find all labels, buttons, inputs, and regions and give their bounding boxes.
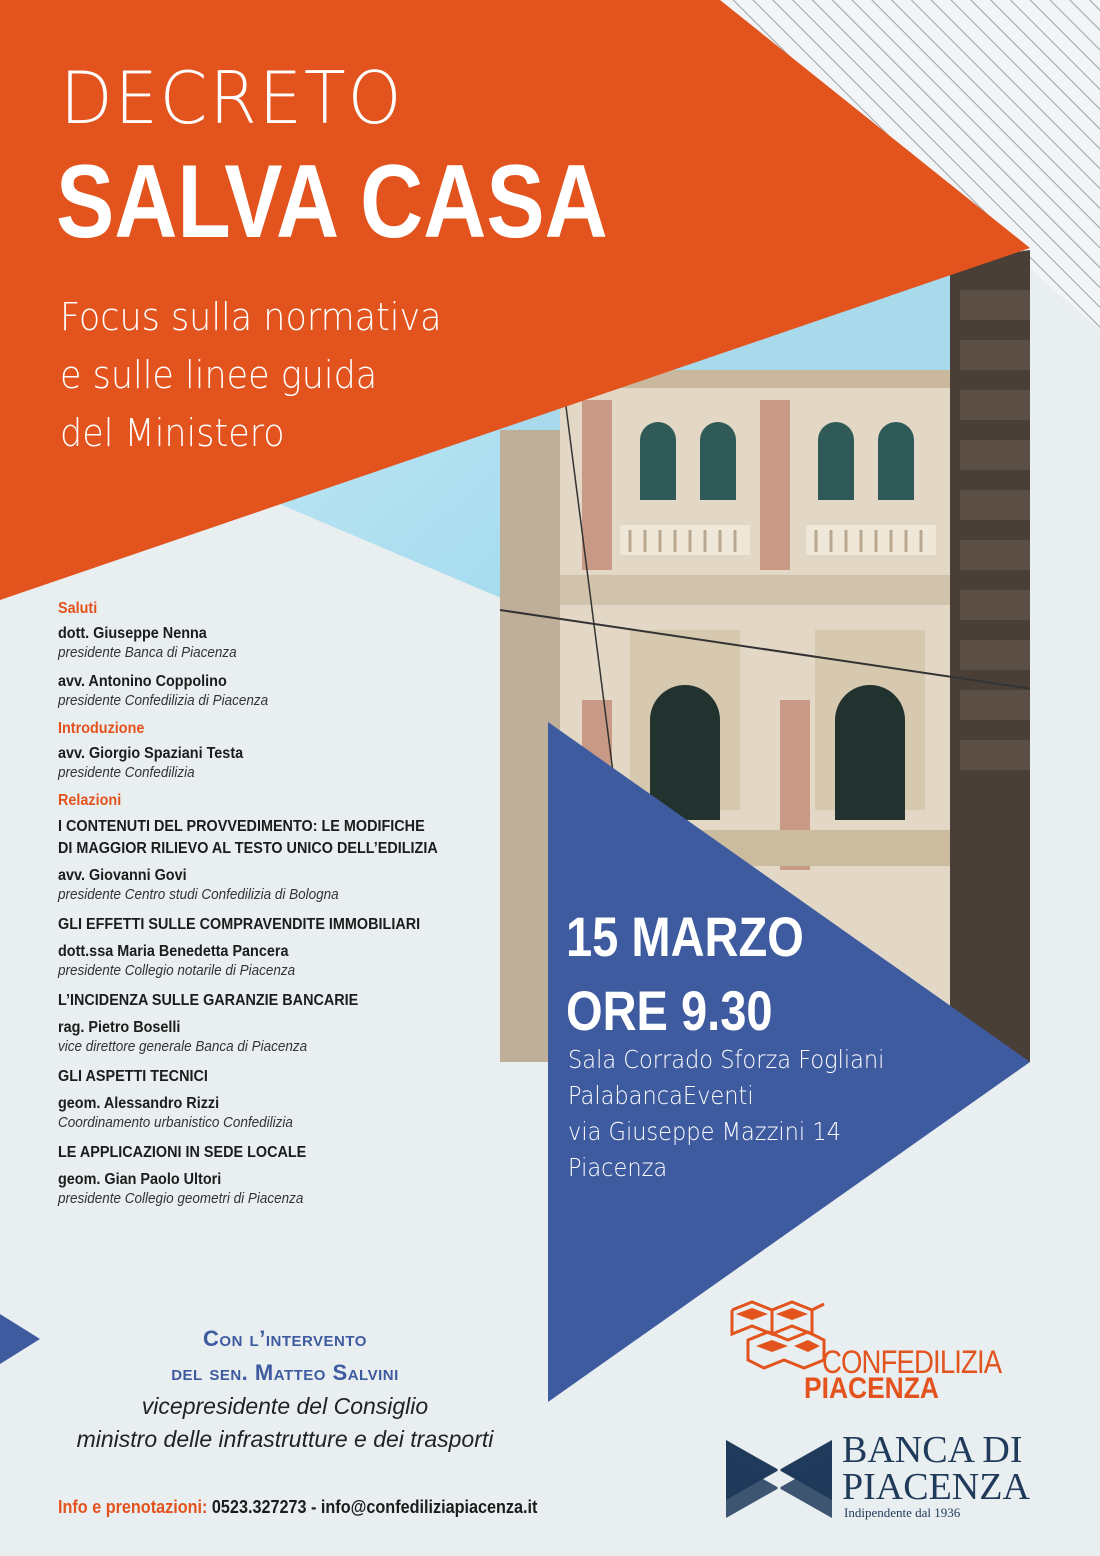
speaker-name: geom. Gian Paolo Ultori xyxy=(58,1171,222,1188)
event-venue xyxy=(568,1042,884,1186)
guest-role: ministro delle infrastrutture e dei trasporti xyxy=(76,1426,494,1452)
talk-topic: GLI EFFETTI SULLE COMPRAVENDITE IMMOBILIARI xyxy=(58,916,421,933)
speaker-name: dott. Giuseppe Nenna xyxy=(58,625,207,642)
contact-info xyxy=(58,1497,537,1518)
speaker-name: rag. Pietro Boselli xyxy=(58,1019,181,1036)
guest-intro: Con l’intervento xyxy=(203,1326,367,1351)
arrow-marker xyxy=(0,1314,40,1364)
talk-topic-line: DI MAGGIOR RILIEVO AL TESTO UNICO DELL’EDILIZIA xyxy=(58,840,438,857)
speaker-name: geom. Alessandro Rizzi xyxy=(58,1095,220,1112)
speaker-role: presidente Centro studi Confedilizia di Bologna xyxy=(58,886,339,903)
talk-topic: L’INCIDENZA SULLE GARANZIE BANCARIE xyxy=(58,992,359,1009)
title-line-1: DECRETO xyxy=(60,56,404,140)
banca-di-piacenza-logo-icon xyxy=(726,1440,832,1518)
subtitle-line: del Ministero xyxy=(60,411,285,455)
contact-phone[interactable]: 0523.327273 xyxy=(211,1497,307,1517)
confedilizia-logo-icon xyxy=(728,1300,828,1372)
bank-name-line: BANCA DI xyxy=(842,1429,1023,1471)
confedilizia-wordmark: CONFEDILIZIA xyxy=(822,1344,1002,1380)
contact-label: Info e prenotazioni: xyxy=(58,1497,208,1517)
section-label-saluti: Saluti xyxy=(58,600,98,617)
speaker-name: avv. Giovanni Govi xyxy=(58,867,187,884)
bank-name-line: PIACENZA xyxy=(842,1466,1030,1508)
title-line-2: SALVA CASA xyxy=(56,144,608,260)
bank-name xyxy=(842,1429,1030,1508)
guest-name: del sen. Matteo Salvini xyxy=(171,1360,399,1385)
contact-email[interactable]: info@confediliziapiacenza.it xyxy=(320,1497,538,1517)
speaker-role: Coordinamento urbanistico Confedilizia xyxy=(58,1114,293,1131)
special-guest xyxy=(40,1322,530,1456)
speaker-role: presidente Confedilizia xyxy=(58,764,195,781)
venue-line: PalabancaEventi xyxy=(568,1081,754,1110)
venue-line: Sala Corrado Sforza Fogliani xyxy=(568,1045,885,1074)
speaker-role: presidente Confedilizia di Piacenza xyxy=(58,692,269,709)
confedilizia-city: PIACENZA xyxy=(804,1372,939,1405)
speaker-role: presidente Collegio geometri di Piacenza xyxy=(58,1190,304,1207)
speaker-name: dott.ssa Maria Benedetta Pancera xyxy=(58,943,289,960)
event-datetime xyxy=(566,900,804,1048)
talk-topic: LE APPLICAZIONI IN SEDE LOCALE xyxy=(58,1144,307,1161)
venue-line: Piacenza xyxy=(568,1153,668,1182)
program xyxy=(58,600,528,1218)
subtitle xyxy=(60,288,442,462)
guest-role: vicepresidente del Consiglio xyxy=(141,1393,429,1419)
talk-topic: GLI ASPETTI TECNICI xyxy=(58,1068,208,1085)
talk-topic xyxy=(58,816,481,860)
venue-line: via Giuseppe Mazzini 14 xyxy=(568,1117,841,1146)
speaker-role: vice direttore generale Banca di Piacenza xyxy=(58,1038,308,1055)
section-label-introduzione: Introduzione xyxy=(58,720,145,737)
bank-tagline: Indipendente dal 1936 xyxy=(844,1505,961,1520)
speaker-name: avv. Antonino Coppolino xyxy=(58,673,227,690)
section-label-relazioni: Relazioni xyxy=(58,792,122,809)
subtitle-line: e sulle linee guida xyxy=(60,353,378,397)
speaker-role: presidente Banca di Piacenza xyxy=(58,644,237,661)
speaker-role: presidente Collegio notarile di Piacenza xyxy=(58,962,296,979)
event-date: 15 MARZO xyxy=(566,905,804,968)
speaker-name: avv. Giorgio Spaziani Testa xyxy=(58,745,244,762)
talk-topic-line: I CONTENUTI DEL PROVVEDIMENTO: LE MODIFICHE xyxy=(58,818,425,835)
subtitle-line: Focus sulla normativa xyxy=(60,295,442,339)
contact-separator: - xyxy=(306,1497,321,1517)
event-time: ORE 9.30 xyxy=(566,979,773,1042)
